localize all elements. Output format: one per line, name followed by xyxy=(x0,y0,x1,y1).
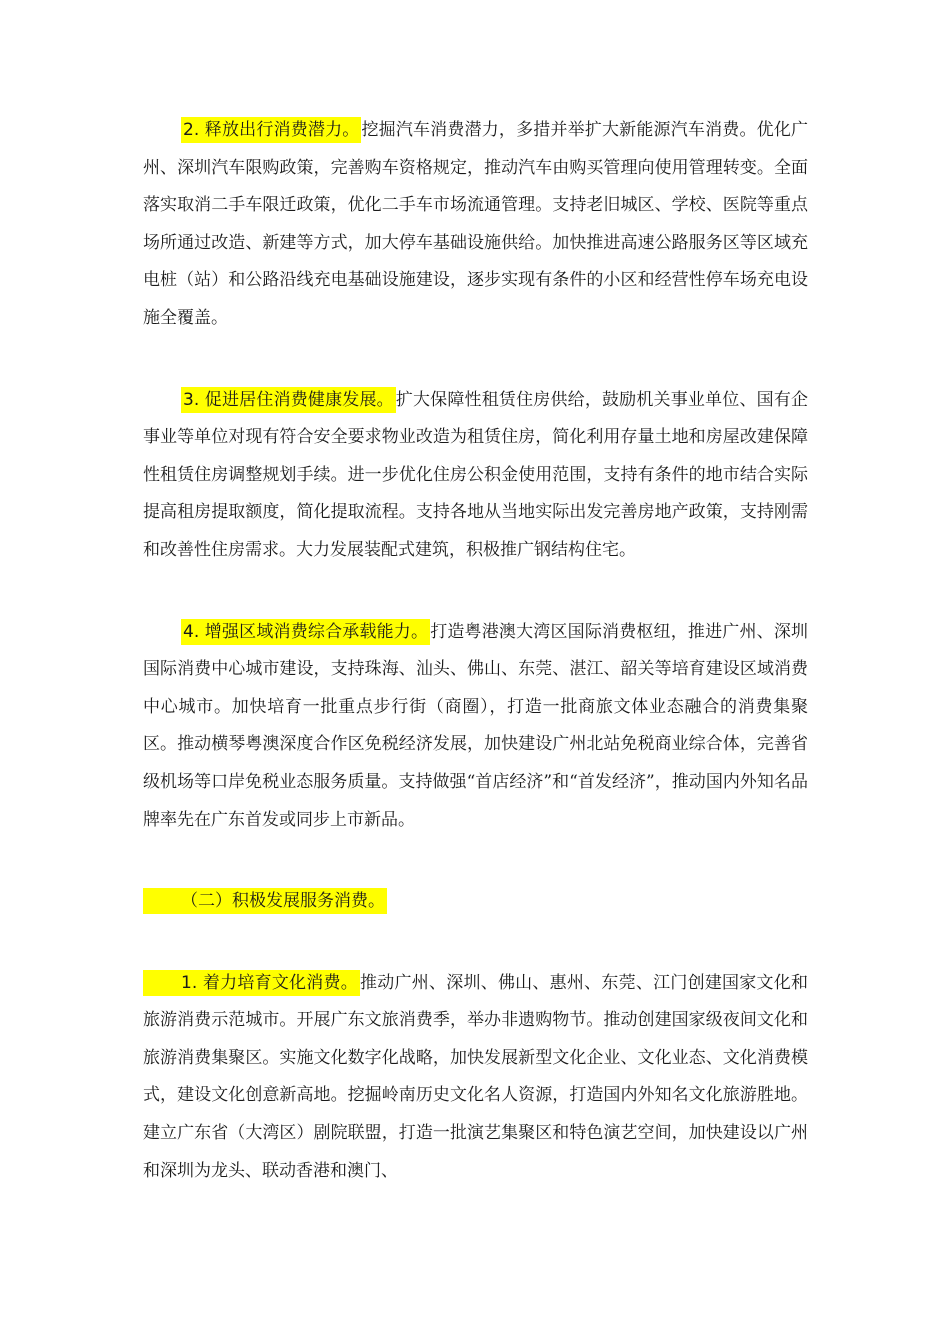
paragraph-body: 挖掘汽车消费潜力，多措并举扩大新能源汽车消费。优化广州、深圳汽车限购政策，完善购车资格规定，推动汽车由购买管理向使用管理转变。全面落实取消二手车限迁政策，优化二手车市场流通管理。支持老旧城区、学校、医院等重点场所通过改造、新建等方式，加大停车基础设施供给。加快推进高速公路服务区等区域充电桩（站）和公路沿线充电基础设施建设，逐步实现有条件的小区和经营性停车场充电设施全覆盖。 xyxy=(143,120,809,328)
paragraph-cultural-consumption xyxy=(143,965,808,1191)
section-heading xyxy=(143,883,808,921)
paragraph-body: 打造粤港澳大湾区国际消费枢纽，推进广州、深圳国际消费中心城市建设，支持珠海、汕头、佛山、东莞、湛江、韶关等培育建设区域消费中心城市。加快培育一批重点步行街（商圈），打造一批商旅文体业态融合的消费集聚区。推动横琴粤澳深度合作区免税经济发展，加快建设广州北站免税商业综合体，完善省级机场等口岸免税业态服务质量。支持做强“首店经济”和“首发经济”，推动国内外知名品牌率先在广东首发或同步上市新品。 xyxy=(143,621,809,830)
paragraph-title-highlight: 3. 促进居住消费健康发展。 xyxy=(181,387,396,413)
paragraph-title-highlight: 4. 增强区域消费综合承载能力。 xyxy=(181,619,430,645)
paragraph-title-highlight: 2. 释放出行消费潜力。 xyxy=(181,117,361,143)
paragraph-body: 推动广州、深圳、佛山、惠州、东莞、江门创建国家文化和旅游消费示范城市。开展广东文旅消费季，举办非遗购物节。推动创建国家级夜间文化和旅游消费集聚区。实施文化数字化战略，加快发展新型文化企业、文化业态、文化消费模式，建设文化创意新高地。挖掘岭南历史文化名人资源，打造国内外知名文化旅游胜地。建立广东省（大湾区）剧院联盟，打造一批演艺集聚区和特色演艺空间，加快建设以广州和深圳为龙头、联动香港和澳门、 xyxy=(143,972,809,1181)
paragraph-housing-consumption xyxy=(143,382,808,570)
paragraph-regional-consumption xyxy=(143,614,808,840)
paragraph-travel-consumption xyxy=(143,112,808,338)
section-heading-highlight: （二）积极发展服务消费。 xyxy=(143,888,387,914)
document-page xyxy=(143,112,808,1234)
paragraph-title-highlight: 1. 着力培育文化消费。 xyxy=(143,970,360,996)
paragraph-body: 扩大保障性租赁住房供给，鼓励机关事业单位、国有企事业等单位对现有符合安全要求物业改造为租赁住房，简化利用存量土地和房屋改建保障性租赁住房调整规划手续。进一步优化住房公积金使用范围，支持有条件的地市结合实际提高租房提取额度，简化提取流程。支持各地从当地实际出发完善房地产政策，支持刚需和改善性住房需求。大力发展装配式建筑，积极推广钢结构住宅。 xyxy=(143,389,809,560)
